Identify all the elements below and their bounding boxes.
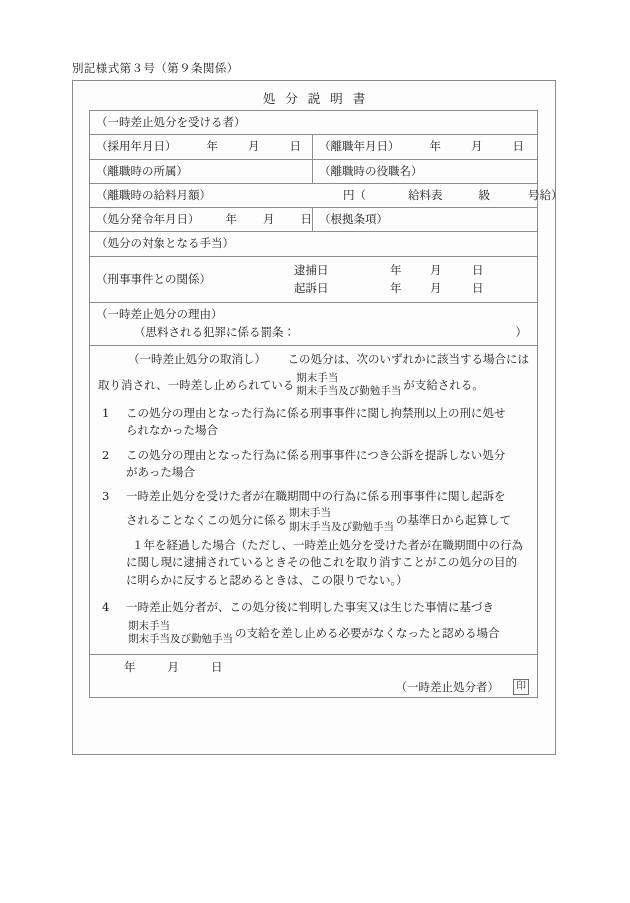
allowance-option-bottom: 期末手当及び勤勉手当 — [296, 385, 402, 398]
cell-disposition-date — [90, 208, 313, 232]
table-row-dates — [90, 135, 538, 159]
cancellation-heading: （一時差止処分の取消し） — [128, 352, 266, 367]
conditions-list — [98, 405, 529, 646]
arrest-date-row — [294, 261, 531, 280]
cell-salary — [90, 183, 563, 207]
signature-month-unit: 月 — [167, 659, 179, 674]
resign-date-label: （離職年月日） — [319, 139, 400, 154]
item-3-tail — [98, 537, 529, 590]
table-row-affiliation — [90, 159, 538, 183]
list-item-3 — [98, 488, 529, 590]
item-3-tail-line-1: １年を経過した場合（ただし、一時差止処分を受けた者が在職期間中の行為 — [132, 537, 523, 552]
target-allowance-label: （処分の対象となる手当） — [96, 236, 234, 251]
cell-target-allowance — [90, 232, 538, 256]
allowance-option-bottom: 期末手当及び勤勉手当 — [128, 633, 233, 646]
criminal-case-label: （刑事事件との関係） — [96, 271, 211, 286]
allowance-option-top: 期末手当 — [296, 371, 339, 384]
signature-day-unit: 日 — [211, 659, 223, 674]
table-row-body — [90, 346, 538, 654]
allowance-alternatives — [296, 372, 401, 398]
signature-date-field — [98, 659, 529, 676]
cell-position — [313, 159, 538, 183]
resign-day-unit: 日 — [512, 139, 524, 154]
cancellation-second-line — [98, 372, 529, 398]
cancellation-text-b: が支給される。 — [403, 377, 484, 392]
signer-label: （一時差止処分者） — [395, 679, 499, 694]
affiliation-label: （離職時の所属） — [96, 163, 188, 178]
cell-legal-basis — [313, 208, 538, 232]
prosecution-date-row — [294, 279, 531, 298]
item-4-number: 4 — [102, 600, 110, 615]
item-2-line-1: この処分の理由となった行為に係る刑事事件につき公訴を提訴しない処分 — [126, 447, 506, 462]
list-item-4 — [98, 599, 529, 647]
cell-affiliation — [90, 159, 313, 183]
cell-signature — [90, 654, 538, 697]
resign-date-field — [400, 138, 525, 155]
item-1-line-1: この処分の理由となった行為に係る刑事事件に関し拘禁刑以上の刑に処せ — [126, 406, 506, 421]
hire-date-field — [177, 138, 302, 155]
table-row-signature — [90, 654, 538, 697]
cancellation-lead-text: この処分は、次のいずれかに該当する場合には — [287, 352, 529, 367]
list-item-1 — [98, 405, 529, 440]
disposition-date-field — [200, 211, 313, 228]
salary-label: （離職時の給料月額） — [96, 187, 211, 202]
cell-body — [90, 346, 538, 654]
item-4-line-1: 一時差止処分者が、この処分後に判明した事実又は生じた事情に基づき — [126, 600, 494, 615]
penal-provision-close: ） — [515, 325, 527, 339]
prosecution-month-unit: 月 — [430, 281, 442, 296]
table-row-target-allowance — [90, 232, 538, 256]
cancellation-text-a: 取り消され、一時差し止められている — [98, 377, 295, 392]
form-code-label: 別記様式第３号（第９条関係） — [72, 61, 239, 75]
item-3-number: 3 — [102, 489, 110, 504]
hire-date-label: （採用年月日） — [96, 139, 177, 154]
allowance-alternatives-item4 — [128, 620, 233, 646]
cancellation-heading-line — [98, 351, 529, 368]
allowance-option-top: 期末手当 — [128, 620, 170, 633]
table-row-subject — [90, 111, 538, 135]
subject-label: （一時差止処分を受ける者） — [96, 115, 246, 129]
disposition-date-label: （処分発令年月日） — [96, 212, 200, 226]
penal-provision-label: （思料される犯罪に係る罰条： — [134, 325, 295, 339]
item-4-line-2 — [98, 620, 529, 646]
table-row-disposition-date — [90, 208, 538, 232]
disposition-day-unit: 日 — [300, 212, 312, 226]
hire-day-unit: 日 — [289, 139, 301, 154]
item-1-number: 1 — [102, 406, 110, 421]
item-3-tail-line-2: に関し現に逮捕されているときその他これを取り消すことがこの処分の目的 — [126, 555, 517, 570]
cell-resign-date — [313, 135, 538, 159]
list-item-2 — [98, 447, 529, 482]
page-title: 処分説明書 — [262, 91, 376, 106]
arrest-month-unit: 月 — [430, 262, 442, 277]
table-row-salary — [90, 183, 538, 207]
position-label: （離職時の役職名） — [319, 163, 423, 178]
item-3-text-b: の基準日から起算して — [396, 512, 511, 527]
allowance-option-bottom: 期末手当及び勤勉手当 — [289, 520, 394, 533]
prosecution-year-unit: 年 — [390, 281, 402, 296]
salary-table-label: 給料表 — [408, 187, 443, 202]
document-frame — [72, 80, 563, 755]
resign-year-unit: 年 — [429, 139, 441, 154]
cell-subject — [90, 111, 538, 135]
arrest-year-unit: 年 — [390, 262, 402, 277]
item-3-text-a: されることなくこの処分に係る — [126, 512, 287, 527]
hire-month-unit: 月 — [248, 139, 260, 154]
table-row-reason — [90, 302, 538, 346]
seal-stamp-box: 印 — [513, 679, 529, 695]
disposition-month-unit: 月 — [263, 212, 275, 226]
item-4-text-b: の支給を差し止める必要がなくなったと認める場合 — [235, 625, 500, 640]
salary-yen-unit: 円（ — [343, 187, 366, 202]
arrest-date-label: 逮捕日 — [294, 262, 329, 277]
penal-provision-row — [96, 324, 531, 341]
prosecution-day-unit: 日 — [472, 281, 484, 296]
salary-number-label: 号給） — [528, 187, 563, 202]
allowance-alternatives-item3 — [289, 507, 394, 533]
disposition-year-unit: 年 — [225, 212, 237, 226]
prosecution-date-label: 起訴日 — [294, 281, 329, 296]
cell-reason — [90, 302, 538, 346]
item-3-tail-line-3: に明らかに反すると認めるときは、この限りでない。） — [126, 573, 408, 588]
signer-row — [98, 679, 529, 696]
salary-grade-label: 級 — [478, 187, 490, 202]
item-3-line-1: 一時差止処分を受けた者が在職期間中の行為に係る刑事事件に関し起訴を — [126, 489, 506, 504]
item-1-line-2: られなかった場合 — [126, 423, 218, 438]
item-2-number: 2 — [102, 447, 110, 462]
table-row-criminal-case — [90, 256, 538, 302]
arrest-day-unit: 日 — [472, 262, 484, 277]
legal-basis-label: （根拠条項） — [319, 212, 388, 226]
hire-year-unit: 年 — [206, 139, 218, 154]
criminal-case-dates — [294, 261, 531, 298]
item-3-line-2 — [98, 507, 529, 533]
item-2-line-2: があった場合 — [126, 464, 195, 479]
disposition-form-table — [89, 110, 563, 698]
cell-hire-date — [90, 135, 313, 159]
cell-criminal-case — [90, 256, 538, 302]
reason-label: （一時差止処分の理由） — [96, 306, 223, 321]
signature-year-unit: 年 — [124, 659, 136, 674]
resign-month-unit: 月 — [471, 139, 483, 154]
allowance-option-top: 期末手当 — [289, 507, 331, 520]
